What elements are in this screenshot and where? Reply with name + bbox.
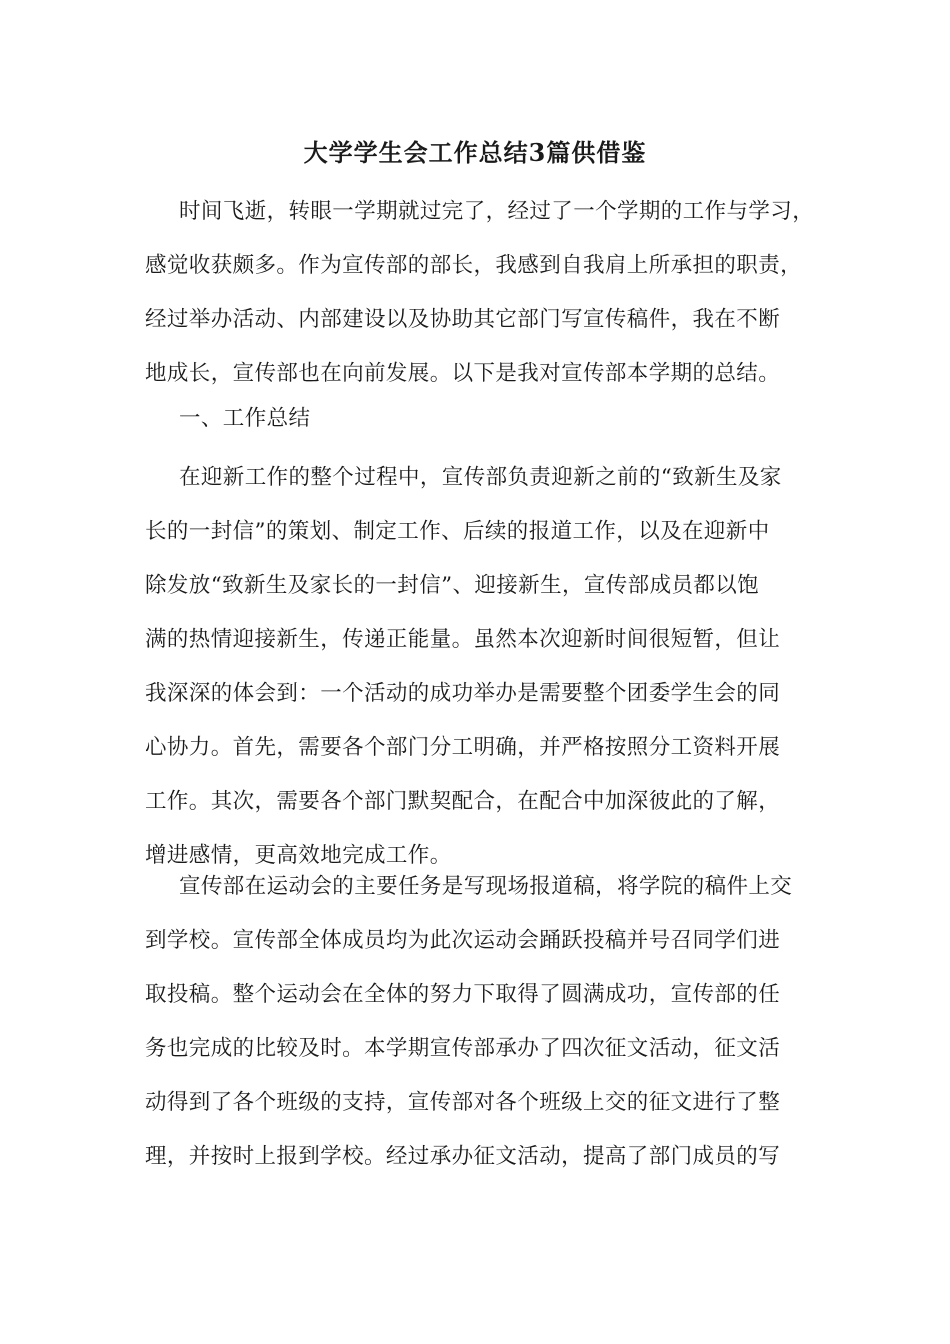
paragraph-line: 取投稿。整个运动会在全体的努力下取得了圆满成功，宣传部的任: [145, 982, 781, 1007]
paragraph-line: 经过举办活动、内部建设以及协助其它部门写宣传稿件，我在不断: [145, 307, 781, 332]
paragraph-line: 理，并按时上报到学校。经过承办征文活动，提高了部门成员的写: [145, 1144, 781, 1169]
document-title: 大学学生会工作总结3篇供借鉴: [303, 138, 647, 167]
paragraph-sports-meet: [145, 860, 805, 1184]
paragraph-line: 长的一封信”的策划、制定工作、后续的报道工作，以及在迎新中: [145, 519, 770, 544]
paragraph-intro: [145, 185, 815, 401]
paragraph-line: 我深深的体会到：一个活动的成功举办是需要整个团委学生会的同: [145, 681, 781, 706]
paragraph-line: 时间飞逝，转眼一学期就过完了，经过了一个学期的工作与学习，: [179, 199, 815, 224]
paragraph-line: 到学校。宣传部全体成员均为此次运动会踊跃投稿并号召同学们进: [145, 928, 781, 953]
paragraph-line: 动得到了各个班级的支持，宣传部对各个班级上交的征文进行了整: [145, 1090, 781, 1115]
paragraph-welcome-work: [145, 451, 805, 883]
paragraph-line: 满的热情迎接新生，传递正能量。虽然本次迎新时间很短暂，但让: [145, 627, 781, 652]
paragraph-line: 增进感情，更高效地完成工作。: [145, 843, 452, 868]
paragraph-line: 在迎新工作的整个过程中，宣传部负责迎新之前的“致新生及家: [179, 465, 782, 490]
section-heading-text: 一、工作总结: [179, 406, 311, 431]
paragraph-line: 除发放“致新生及家长的一封信”、迎接新生，宣传部成员都以饱: [145, 573, 760, 598]
section-heading: [145, 392, 805, 446]
paragraph-line: 心协力。首先，需要各个部门分工明确，并严格按照分工资料开展: [145, 735, 781, 760]
paragraph-line: 宣传部在运动会的主要任务是写现场报道稿，将学院的稿件上交: [179, 874, 793, 899]
paragraph-line: 工作。其次，需要各个部门默契配合，在配合中加深彼此的了解，: [145, 789, 781, 814]
paragraph-line: 地成长，宣传部也在向前发展。以下是我对宣传部本学期的总结。: [145, 361, 781, 386]
paragraph-line: 务也完成的比较及时。本学期宣传部承办了四次征文活动，征文活: [145, 1036, 781, 1061]
paragraph-line: 感觉收获颇多。作为宣传部的部长，我感到自我肩上所承担的职责，: [145, 253, 803, 278]
